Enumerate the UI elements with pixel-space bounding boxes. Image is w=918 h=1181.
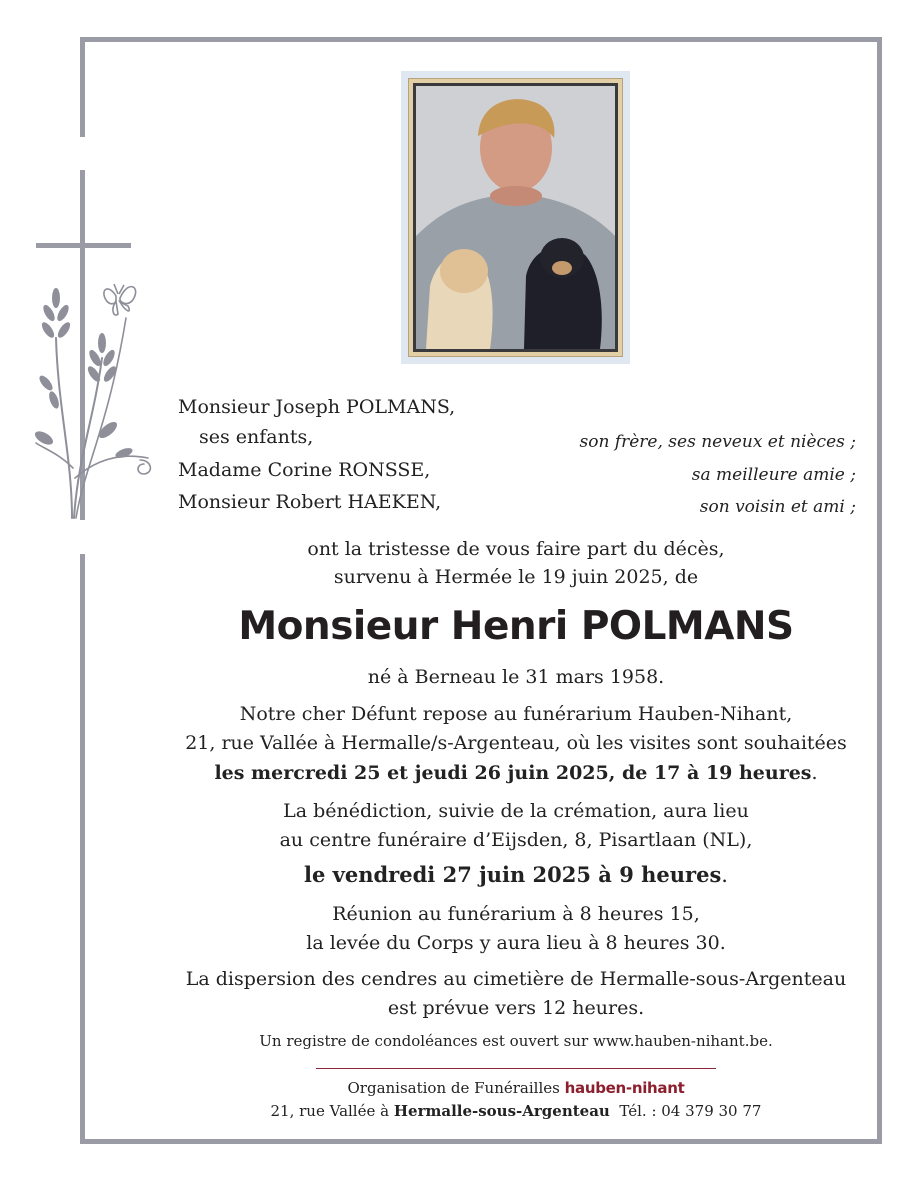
footer-organisation <box>176 1079 856 1097</box>
relation-1: son frère, ses neveux et nièces ; <box>579 432 856 452</box>
relation-3: son voisin et ami ; <box>699 497 856 517</box>
reunion-line-1: Réunion au funérarium à 8 heures 15, <box>332 903 700 925</box>
portrait-photo <box>416 86 615 349</box>
deceased-name: Monsieur Henri POLMANS <box>238 604 794 649</box>
family-member-3: Madame Corine RONSSE, <box>178 459 431 481</box>
frame-top <box>80 37 882 42</box>
footer-org-label: Organisation de Funérailles <box>347 1079 560 1097</box>
visiting-hours: les mercredi 25 et jeudi 26 juin 2025, de 17 à 19 heures <box>214 762 812 784</box>
family-member-4: Monsieur Robert HAEKEN, <box>178 491 442 513</box>
repose-line-3 <box>176 762 856 785</box>
relation-2: sa meilleure amie ; <box>691 465 856 485</box>
repose-line-3-end: . <box>811 762 818 784</box>
footer-divider <box>316 1068 716 1069</box>
frame-right <box>877 37 882 1144</box>
wheat-ornament-icon <box>33 288 151 518</box>
dispersion-line-2: est prévue vers 12 heures. <box>387 997 645 1019</box>
ceremony-date: le vendredi 27 juin 2025 à 9 heures <box>304 862 722 887</box>
portrait-frame <box>401 71 630 364</box>
announcement-line-2: survenu à Hermée le 19 juin 2025, de <box>333 566 699 588</box>
footer-address <box>176 1102 856 1120</box>
brand-logo: hauben-nihant <box>564 1079 685 1097</box>
ceremony-line-2: au centre funéraire d’Eijsden, 8, Pisartlaan (NL), <box>279 829 753 851</box>
dispersion-line-1: La dispersion des cendres au cimetière de Hermalle-sous-Argenteau <box>185 968 847 990</box>
frame-left-top <box>80 37 85 137</box>
butterfly-icon <box>104 284 136 315</box>
condolence-register: Un registre de condoléances est ouvert sur www.hauben-nihant.be. <box>259 1032 773 1050</box>
ceremony-line-1: La bénédiction, suivie de la crémation, aura lieu <box>283 800 749 822</box>
repose-line-1: Notre cher Défunt repose au funérarium Hauben-Nihant, <box>239 703 793 725</box>
ceremony-line-3-end: . <box>721 863 728 887</box>
family-member-1: Monsieur Joseph POLMANS, <box>178 396 456 418</box>
birth-info: né à Berneau le 31 mars 1958. <box>367 666 665 688</box>
ceremony-line-3 <box>176 862 856 888</box>
cross-ornament <box>28 168 153 528</box>
portrait-illustration <box>416 86 615 349</box>
reunion-line-2: la levée du Corps y aura lieu à 8 heures 30. <box>306 932 726 954</box>
announcement-line-1: ont la tristesse de vous faire part du décès, <box>307 538 725 560</box>
portrait-mat <box>408 78 623 357</box>
repose-line-2: 21, rue Vallée à Hermalle/s-Argenteau, où les visites sont souhaitées <box>185 732 847 754</box>
frame-left-bottom <box>80 554 85 1144</box>
frame-bottom <box>80 1139 882 1144</box>
family-member-2: ses enfants, <box>199 426 314 448</box>
footer-address-start: 21, rue Vallée à <box>270 1102 390 1120</box>
cross-icon <box>36 170 131 520</box>
portrait-border <box>413 83 618 352</box>
footer-address-town: Hermalle-sous-Argenteau <box>393 1102 610 1120</box>
footer-phone: Tél. : 04 379 30 77 <box>619 1102 762 1120</box>
